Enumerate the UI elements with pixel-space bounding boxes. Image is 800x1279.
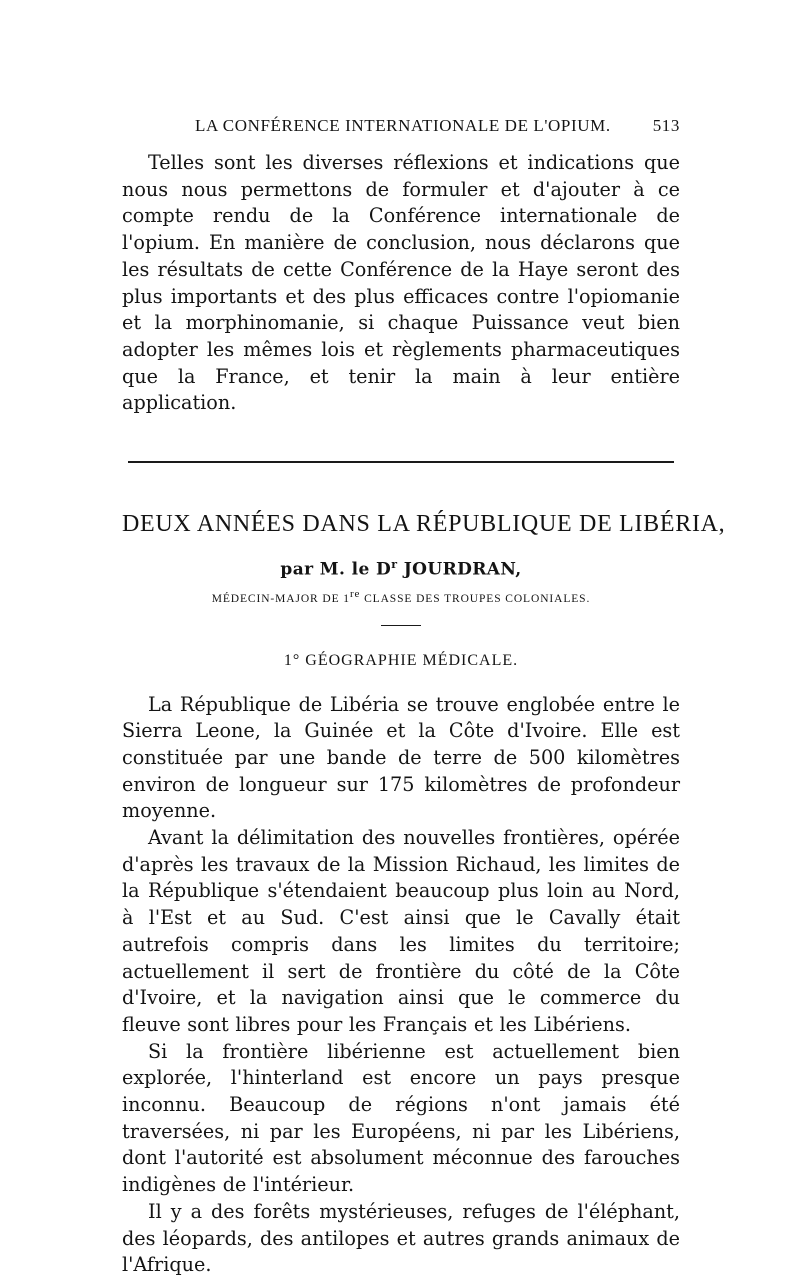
intro-paragraph: Telles sont les diverses réflexions et indications que nous nous permettons de formuler et d'ajouter à ce compte rendu de la Conférence internationale de l'opium. En manière de conclusion, nous déclarons que les résultats de cette Conférence de la Haye seront des plus importants et des plus efficaces contre l'opiomanie et la morphinomanie, si chaque Puissance veut bien adopter les mêmes lois et règlements pharmaceutiques que la France, et tenir la main à leur entière application. — [122, 151, 680, 415]
running-title: LA CONFÉRENCE INTERNATIONALE DE L'OPIUM. — [195, 116, 611, 135]
section-divider-rule — [128, 461, 674, 463]
author-name: JOURDRAN, — [397, 559, 522, 580]
page-number: 513 — [652, 116, 680, 135]
article-title: DEUX ANNÉES DANS LA RÉPUBLIQUE DE LIBÉRIA, — [122, 511, 726, 538]
author-prefix: par M. le D — [280, 559, 392, 580]
body-paragraph: Il y a des forêts mystérieuses, refuges de l'éléphant, des léopards, des antilopes et autres grands animaux de l'Afrique. — [122, 1199, 680, 1277]
short-divider-rule — [381, 625, 421, 626]
running-header — [122, 110, 680, 140]
body-paragraph: La République de Libéria se trouve englobée entre le Sierra Leone, la Guinée et la Côte d'Ivoire. Elle est constituée par une bande de terre de 500 kilomètres environ de longueur sur 175 kilomètres de profondeur moyenne. — [122, 692, 680, 823]
author-superscript: r — [391, 558, 398, 572]
author-affiliation — [122, 588, 680, 605]
affiliation-suffix: CLASSE DES TROUPES COLONIALES. — [360, 592, 591, 605]
affiliation-superscript: re — [349, 587, 361, 600]
body-paragraph: Si la frontière libérienne est actuellement bien explorée, l'hinterland est encore un pays presque inconnu. Beaucoup de régions n'ont jamais été traversées, ni par les Européens, ni par les Libériens, dont l'autorité est absolument méconnue des farouches indigènes de l'intérieur. — [122, 1039, 680, 1197]
body-paragraph: Avant la délimitation des nouvelles frontières, opérée d'après les travaux de la Mission Richaud, les limites de la République s'étendaient beaucoup plus loin au Nord, à l'Est et au Sud. C'est ainsi que le Cavally était autrefois compris dans les limites du territoire; actuellement il sert de frontière du côté de la Côte d'Ivoire, et la navigation ainsi que le commerce du fleuve sont libres pour les Français et les Libériens. — [122, 826, 680, 1036]
affiliation-prefix: MÉDECIN-MAJOR DE 1 — [211, 592, 350, 605]
author-line — [122, 558, 680, 580]
book-page — [122, 110, 726, 1279]
section-heading: 1° GÉOGRAPHIE MÉDICALE. — [283, 651, 519, 669]
